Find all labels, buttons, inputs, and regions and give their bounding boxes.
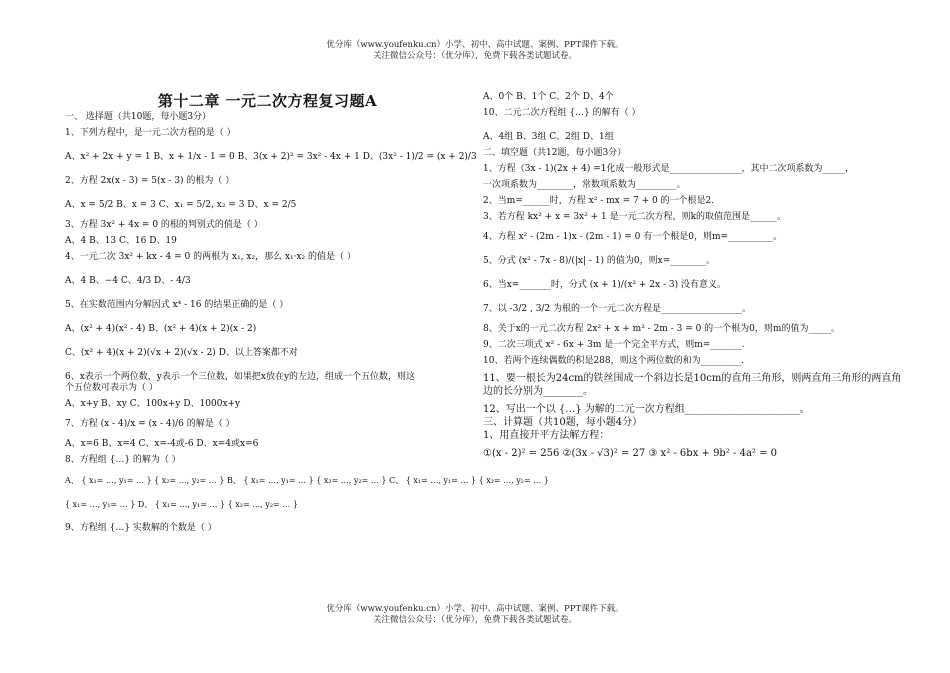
question-line: 5、在实数范围内分解因式 x⁴ - 16 的结果正确的是（ ） [65, 300, 289, 310]
section-heading: 三、计算题（共10题，每小题4分） [483, 417, 643, 428]
question-line: 6、x表示一个两位数，y表示一个三位数，如果把x放在y的左边，组成一个五位数，则这 [65, 372, 416, 382]
footer-line-2: 关注微信公众号：（优分库），免费下载各类试题试卷。 [372, 615, 577, 625]
question-line: 7、方程 (x - 4)/x = (x - 4)/6 的解是（ ） [65, 419, 235, 429]
question-line: A、x = 5/2 B、x = 3 C、x₁ = 5/2, x₂ = 3 D、x = 2/5 [65, 200, 297, 210]
question-line: { x₁= …, y₁= … } D、 { x₁= …, y₁= … } { x₂= …, y₂= … } [65, 500, 298, 509]
question-line: 4、方程 x² - (2m - 1)x - (2m - 1) = 0 有一个根是0，则m=__________。 [483, 232, 783, 242]
question-line: 5、分式 (x² - 7x - 8)/(|x| - 1) 的值为0，则x=________。 [483, 256, 716, 266]
question-line: 9、方程组 {…} 实数解的个数是（ ） [65, 523, 217, 533]
question-line: A、x=6 B、x=4 C、x=-4或-6 D、x=4或x=6 [65, 439, 259, 449]
question-line: A、0个 B、1个 C、2个 D、4个 [483, 92, 614, 102]
question-line: A、(x² + 4)(x² - 4) B、(x² + 4)(x + 2)(x - 2) [65, 324, 257, 334]
question-line: A、4组 B、3组 C、2组 D、1组 [483, 132, 614, 142]
question-line: 6、当x=_______时，分式 (x + 1)/(x² + 2x - 3) 没有意义。 [483, 280, 726, 290]
question-line: A、 { x₁= …, y₁= … } { x₂= …, y₂= … } B、 { x₁= …, y₁= … } { x₂= …, y₂= … } C、 { x₁= …, y₁= … } { x₂= …, y₂= … } [65, 476, 549, 485]
footer-line-1: 优分库（www.youfenku.cn）小学、初中、高中试题、案例、PPT课件下载。 [326, 604, 624, 614]
page-footer [0, 604, 950, 626]
question-line: 1、用直接开平方法解方程： [483, 430, 610, 441]
header-line-2: 关注微信公众号：（优分库），免费下载各类试题试卷。 [372, 51, 577, 61]
right-column [483, 92, 903, 460]
section-heading: 一、 选择题（共10题，每小题3分） [65, 112, 212, 122]
section-heading: 二、填空题（共12题，每小题3分） [483, 148, 627, 158]
question-line: ①(x - 2)² = 256 ②(3x - √3)² = 27 ③ x² - 6bx + 9b² - 4a² = 0 [483, 448, 778, 459]
question-line: 边的长分别为________。 [483, 386, 593, 397]
question-line: C、(x² + 4)(x + 2)(√x + 2)(√x - 2) D、以上答案都不对 [65, 348, 298, 358]
header-line-1: 优分库（www.youfenku.cn）小学、初中、高中试题、案例、PPT课件下载。 [326, 40, 624, 50]
question-line: 个五位数可表示为（ ） [65, 383, 158, 393]
question-line: 一次项系数为________，常数项系数为_________。 [483, 180, 686, 190]
question-line: 7、以 -3/2 , 3/2 为根的一个一元二次方程是__________________。 [483, 304, 752, 314]
page-title: 第十二章 一元二次方程复习题A [157, 92, 378, 110]
question-line: 4、一元二次 3x² + kx - 4 = 0 的两根为 x₁, x₂，那么 x₁·x₂ 的值是（ ） [65, 252, 356, 262]
question-line: 3、方程 3x² + 4x = 0 的根的判别式的值是（ ） [65, 220, 263, 230]
question-line: 3、若方程 kx² + x = 3x² + 1 是一元二次方程，则k的取值范围是______。 [483, 212, 787, 222]
question-line: A、x² + 2x + y = 1 B、x + 1/x - 1 = 0 B、3(x + 2)² = 3x² - 4x + 1 D、(3x² - 1)/2 = (x + 2)/3 [65, 152, 477, 162]
question-line: A、4 B、−4 C、4/3 D、- 4/3 [65, 276, 191, 286]
question-line: 10、二元二次方程组 {…} 的解有（ ） [483, 108, 641, 118]
question-line: A、x+y B、xy C、100x+y D、1000x+y [65, 399, 241, 409]
question-line: 12、写出一个以 {…} 为解的二元一次方程组_______________________。 [483, 404, 810, 415]
question-line: 2、当m=______时，方程 x² - mx = 7 + 0 的一个根是2． [483, 196, 721, 206]
question-line: 8、关于x的一元二次方程 2x² + x + m² - 2m - 3 = 0 的一个根为0，则m的值为_____。 [483, 324, 840, 334]
question-line: 8、方程组 {…} 的解为（ ） [65, 455, 181, 465]
question-line: A、4 B、13 C、16 D、19 [65, 236, 177, 246]
page-header [0, 40, 950, 62]
question-line: 1、方程（3x - 1)(2x + 4) =1化成一般形式是________________，其中二次项系数为_____， [483, 164, 854, 174]
question-line: 2、方程 2x(x - 3) = 5(x - 3) 的根为（ ） [65, 176, 235, 186]
question-line: 10、若两个连续偶数的积是288，则这个两位数的和为_________. [483, 356, 744, 366]
question-line: 1、下列方程中，是一元二次方程的是（ ） [65, 128, 236, 138]
question-line: 9、二次三项式 x² - 6x + 3m 是一个完全平方式，则m=_______. [483, 340, 745, 350]
question-line: 11、要一根长为24cm的铁丝围成一个斜边长是10cm的直角三角形，则两直角三角形的两直角 [483, 373, 902, 384]
